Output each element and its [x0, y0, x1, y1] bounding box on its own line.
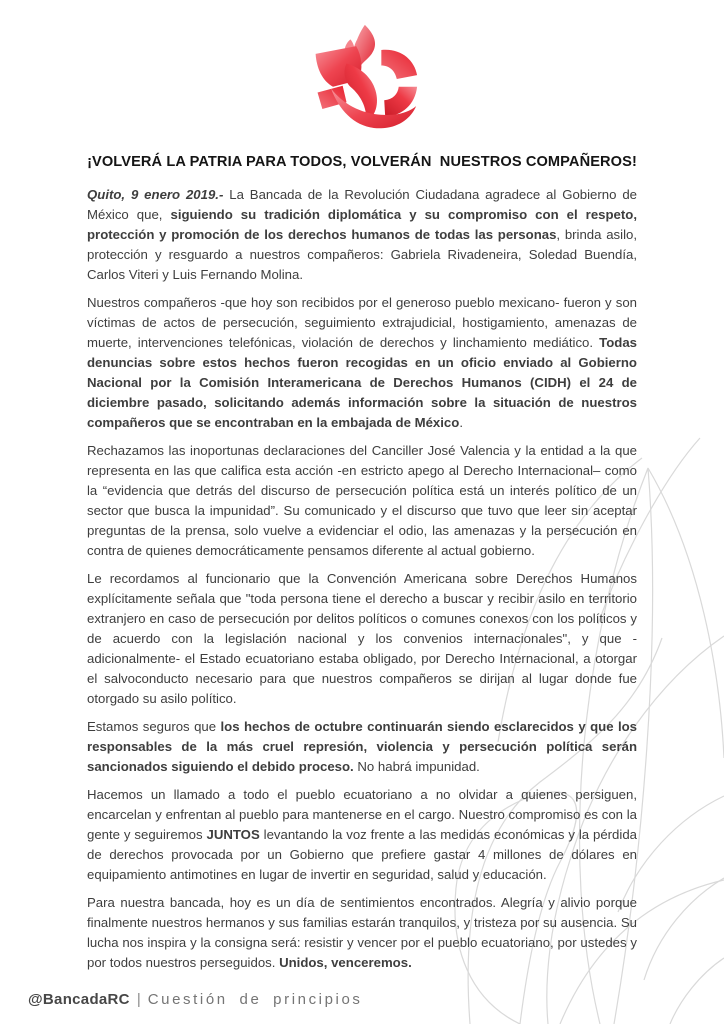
- document-title: ¡VOLVERÁ LA PATRIA PARA TODOS, VOLVERÁN NUESTROS COMPAÑEROS!: [87, 154, 637, 170]
- social-handle: @BancadaRC: [28, 991, 130, 1008]
- logo-container: [0, 0, 724, 134]
- document-body: [87, 185, 637, 973]
- footer-separator: |: [136, 991, 141, 1008]
- paragraph-4: Le recordamos al funcionario que la Convención Americana sobre Derechos Humanos explícitamente señala que "toda persona tiene el derecho a buscar y recibir asilo en territorio extranjero en caso de persecución por delitos políticos o comunes conexos con los políticos y de acuerdo con la legislación nacional y los convenios internacionales", y que -adicionalmente- el Estado ecuatoriano estaba obligado, por Derecho Internacional, a otorgar el salvoconducto necesario para que nuestros compañeros se dirijan al lugar donde fue otorgado su asilo político.: [87, 571, 637, 706]
- rc-party-logo-icon: [304, 24, 420, 134]
- paragraph-5: Estamos seguros que los hechos de octubre continuarán siendo esclarecidos y que los responsables de la más cruel represión, violencia y persecución política serán sancionados siguiendo el debido proceso. No habrá impunidad.: [87, 719, 637, 774]
- page-footer: [28, 991, 363, 1008]
- paragraph-7: Para nuestra bancada, hoy es un día de sentimientos encontrados. Alegría y alivio porque finalmente nuestros hermanos y sus familias estarán tranquilos, y tristeza por su ausencia. Su lucha nos inspira y la consigna será: resistir y vencer por el pueblo ecuatoriano, por ustedes y por todos nuestros perseguidos. Unidos, venceremos.: [87, 895, 637, 970]
- paragraph-6: Hacemos un llamado a todo el pueblo ecuatoriano a no olvidar a quienes persiguen, encarcelan y enfrentan al pueblo para mantenerse en el cargo. Nuestro compromiso es con la gente y seguiremos JUNTOS levantando la voz frente a las medidas económicas y la pérdida de derechos provocada por un Gobierno que prefiere gastar 4 millones de dólares en equipamiento antimotines en lugar de invertir en seguridad, salud y educación.: [87, 787, 637, 882]
- paragraph-1: Quito, 9 enero 2019.- La Bancada de la Revolución Ciudadana agradece al Gobierno de México que, siguiendo su tradición diplomática y su compromiso con el respeto, protección y promoción de los derechos humanos de todas las personas, brinda asilo, protección y resguardo a nuestros compañeros: Gabriela Rivadeneira, Soledad Buendía, Carlos Viteri y Luis Fernando Molina.: [87, 187, 637, 282]
- paragraph-2: Nuestros compañeros -que hoy son recibidos por el generoso pueblo mexicano- fueron y son víctimas de actos de persecución, seguimiento extrajudicial, hostigamiento, amenazas de muerte, intervenciones telefónicas, violación de derechos y linchamiento mediático. Todas denuncias sobre estos hechos fueron recogidas en un oficio enviado al Gobierno Nacional por la Comisión Interamericana de Derechos Humanos (CIDH) el 24 de diciembre pasado, solicitando además información sobre la situación de nuestros compañeros que se encontraban en la embajada de México.: [87, 295, 637, 430]
- paragraph-3: Rechazamos las inoportunas declaraciones del Canciller José Valencia y la entidad a la que representa en las que califica esta acción -en estricto apego al Derecho Internacional– como la “evidencia que detrás del discurso de persecución política está un interés político de un sector que busca la impunidad”. Su comunicado y el discurso que tuvo que leer sin aceptar preguntas de la prensa, solo vuelve a evidenciar el odio, las amenazas y la persecución en contra de quienes democráticamente pensamos diferente al actual gobierno.: [87, 443, 637, 558]
- footer-tagline: Cuestión de principios: [147, 991, 363, 1008]
